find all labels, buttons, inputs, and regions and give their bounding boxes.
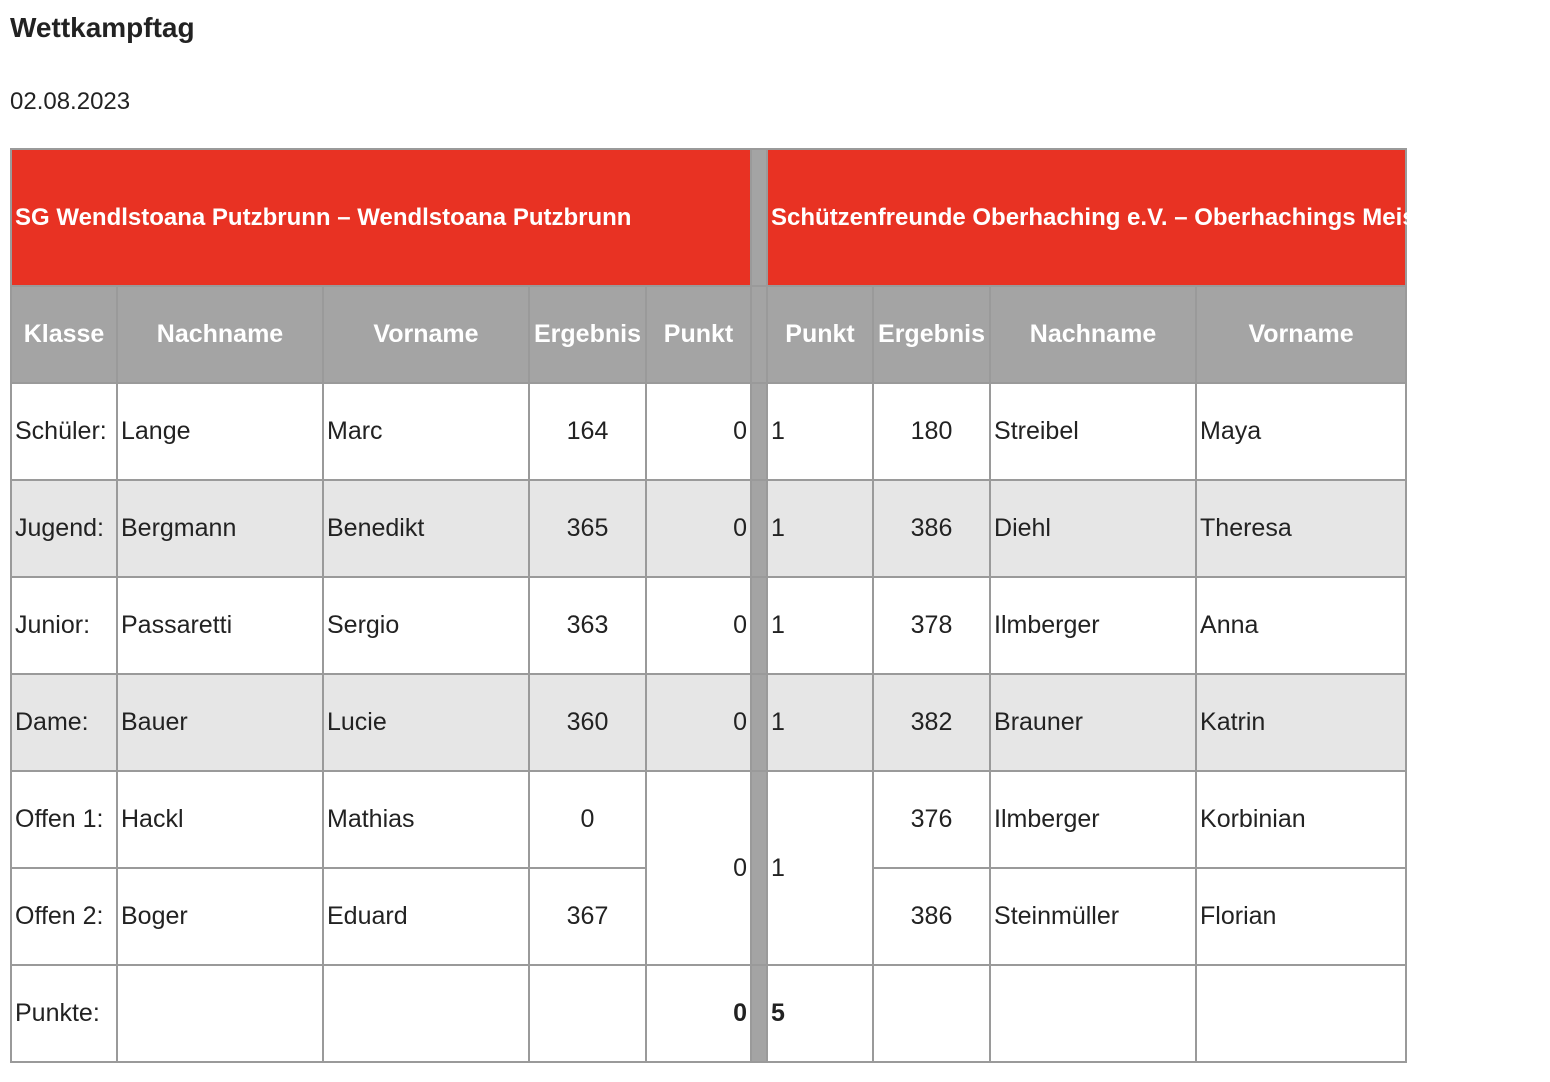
klasse-cell: Schüler:: [11, 383, 117, 480]
header-away-ergebnis: Ergebnis: [873, 286, 990, 383]
away-punkt-cell: 1: [767, 674, 873, 771]
home-nachname-cell: Passaretti: [117, 577, 323, 674]
home-ergebnis-cell: 360: [529, 674, 646, 771]
home-vorname-cell: Mathias: [323, 771, 529, 868]
column-separator: [751, 965, 767, 1062]
empty-cell: [873, 965, 990, 1062]
home-ergebnis-cell: 367: [529, 868, 646, 965]
away-ergebnis-cell: 386: [873, 480, 990, 577]
header-away-vorname: Vorname: [1196, 286, 1406, 383]
team-header-row: [11, 149, 1406, 286]
away-nachname-cell: Ilmberger: [990, 577, 1196, 674]
home-vorname-cell: Lucie: [323, 674, 529, 771]
home-team-name: SG Wendlstoana Putzbrunn – Wendlstoana Putzbrunn: [11, 149, 751, 286]
header-klasse: Klasse: [11, 286, 117, 383]
away-ergebnis-cell: 386: [873, 868, 990, 965]
away-ergebnis-cell: 378: [873, 577, 990, 674]
empty-cell: [1196, 965, 1406, 1062]
table-row: [11, 577, 1406, 674]
away-punkt-cell: 1: [767, 383, 873, 480]
header-away-punkt: Punkt: [767, 286, 873, 383]
table-row: [11, 383, 1406, 480]
home-punkt-cell: 0: [646, 480, 751, 577]
away-vorname-cell: Maya: [1196, 383, 1406, 480]
away-vorname-cell: Korbinian: [1196, 771, 1406, 868]
match-table: [10, 148, 1550, 1063]
table-row: [11, 480, 1406, 577]
away-vorname-cell: Anna: [1196, 577, 1406, 674]
page-title: Wettkampftag: [10, 12, 195, 43]
klasse-cell: Junior:: [11, 577, 117, 674]
header-home-vorname: Vorname: [323, 286, 529, 383]
column-separator: [751, 286, 767, 383]
home-vorname-cell: Benedikt: [323, 480, 529, 577]
column-separator: [751, 480, 767, 577]
header-home-nachname: Nachname: [117, 286, 323, 383]
header-home-punkt: Punkt: [646, 286, 751, 383]
klasse-cell: Dame:: [11, 674, 117, 771]
away-ergebnis-cell: 382: [873, 674, 990, 771]
table-row: [11, 771, 1406, 868]
away-nachname-cell: Diehl: [990, 480, 1196, 577]
klasse-cell: Jugend:: [11, 480, 117, 577]
column-separator: [751, 577, 767, 674]
column-separator: [751, 674, 767, 771]
home-vorname-cell: Sergio: [323, 577, 529, 674]
away-vorname-cell: Theresa: [1196, 480, 1406, 577]
column-separator: [751, 149, 767, 286]
away-punkt-cell: 1: [767, 577, 873, 674]
home-punkt-cell: 0: [646, 674, 751, 771]
home-vorname-cell: Eduard: [323, 868, 529, 965]
away-vorname-cell: Katrin: [1196, 674, 1406, 771]
empty-cell: [117, 965, 323, 1062]
home-ergebnis-cell: 0: [529, 771, 646, 868]
empty-cell: [990, 965, 1196, 1062]
home-ergebnis-cell: 363: [529, 577, 646, 674]
column-separator: [751, 771, 767, 965]
column-separator: [751, 383, 767, 480]
away-nachname-cell: Brauner: [990, 674, 1196, 771]
totals-row: [11, 965, 1406, 1062]
home-nachname-cell: Bergmann: [117, 480, 323, 577]
home-ergebnis-cell: 164: [529, 383, 646, 480]
away-team-name: Schützenfreunde Oberhaching e.V. – Oberhachings Meisterschützen: [767, 149, 1406, 286]
header-home-ergebnis: Ergebnis: [529, 286, 646, 383]
offen-home-punkt-cell: 0: [646, 771, 751, 965]
empty-cell: [529, 965, 646, 1062]
away-ergebnis-cell: 376: [873, 771, 990, 868]
home-vorname-cell: Marc: [323, 383, 529, 480]
home-punkt-cell: 0: [646, 577, 751, 674]
totals-label: Punkte:: [11, 965, 117, 1062]
home-nachname-cell: Boger: [117, 868, 323, 965]
column-header-row: [11, 286, 1406, 383]
away-nachname-cell: Streibel: [990, 383, 1196, 480]
away-nachname-cell: Steinmüller: [990, 868, 1196, 965]
away-ergebnis-cell: 180: [873, 383, 990, 480]
away-vorname-cell: Florian: [1196, 868, 1406, 965]
home-total-points: 0: [646, 965, 751, 1062]
home-nachname-cell: Lange: [117, 383, 323, 480]
header-away-nachname: Nachname: [990, 286, 1196, 383]
home-ergebnis-cell: 365: [529, 480, 646, 577]
klasse-cell: Offen 1:: [11, 771, 117, 868]
empty-cell: [323, 965, 529, 1062]
home-nachname-cell: Hackl: [117, 771, 323, 868]
klasse-cell: Offen 2:: [11, 868, 117, 965]
home-nachname-cell: Bauer: [117, 674, 323, 771]
away-punkt-cell: 1: [767, 480, 873, 577]
match-date: 02.08.2023: [10, 88, 131, 115]
away-nachname-cell: Ilmberger: [990, 771, 1196, 868]
home-punkt-cell: 0: [646, 383, 751, 480]
offen-away-punkt-cell: 1: [767, 771, 873, 965]
away-total-points: 5: [767, 965, 873, 1062]
table-row: [11, 674, 1406, 771]
